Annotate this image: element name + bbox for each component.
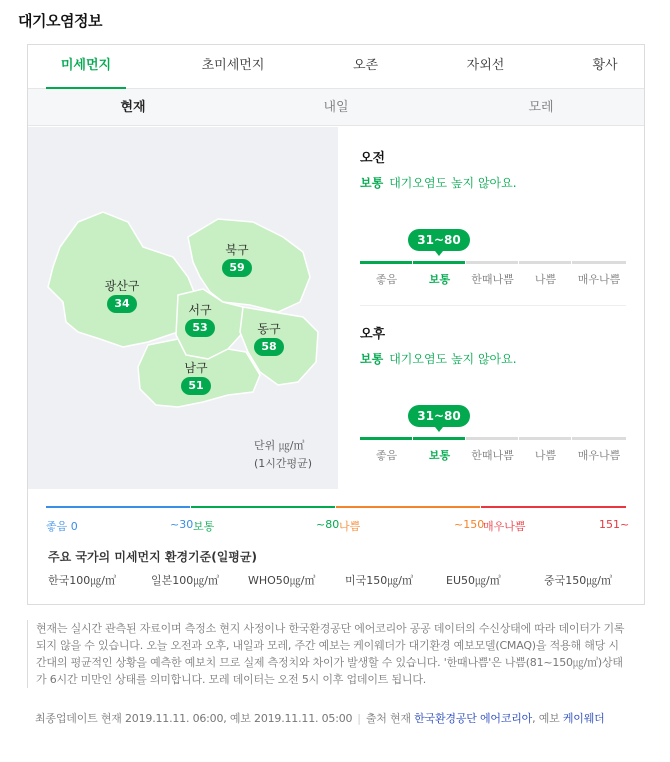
scale-label-bad: 나쁨 [534,449,557,462]
air-quality-panel [27,44,645,605]
standards-title: 주요 국가의 미세먼지 환경기준(일평균) [48,550,257,564]
forecast-period: 오후 [360,327,386,342]
scale-segment [572,437,626,440]
page-title: 대기오염정보 [18,12,102,30]
scale-label-temporarily-bad: 한때나쁨 [471,273,514,286]
pollutant-tabs [28,45,644,89]
forecast-scale [360,437,626,477]
forecast-divider [360,305,626,306]
scale-label-normal: 보통 [428,273,451,286]
tab-tomorrow[interactable]: 내일 [323,100,349,115]
legend-bad-max: ~150 [454,518,485,531]
tab-ozone[interactable]: 오존 [352,58,379,73]
legend-good-max: ~30 [170,518,194,531]
standard-eu: EU50㎍/㎥ [446,574,501,587]
district-name-nam: 남구 [184,361,208,375]
update-info: 최종업데이트 현재 2019.11.11. 06:00, 예보 2019.11.11. 05:00 | 출처 현재 한국환경공단 에어코리아, 예보 케이웨더 [35,712,605,725]
district-value-buk: 59 [222,259,252,277]
standard-usa: 미국150㎍/㎥ [345,574,413,587]
tab-fine-dust[interactable]: 미세먼지 [46,45,126,89]
forecast-message: 대기오염도 높지 않아요. [389,176,517,190]
unit-label: 단위 ㎍/㎥ [254,439,305,452]
forecast-status [360,350,626,367]
day-tabs [28,89,644,126]
district-value-seo: 53 [185,319,215,337]
source-kweather-link[interactable]: 케이웨더 [562,712,605,725]
district-name-dong: 동구 [257,322,281,336]
district-name-seo: 서구 [188,303,212,317]
legend-normal: 보통 [193,520,215,533]
district-name-gwangsan: 광산구 [104,279,140,293]
scale-label-temporarily-bad: 한때나쁨 [471,449,514,462]
legend-bad: 나쁨 [339,520,361,533]
scale-segment [519,261,571,264]
forecast-panel [338,127,644,489]
scale-segment [413,437,465,440]
scale-label-very-bad: 매우나쁨 [577,273,621,286]
scale-segment [360,261,412,264]
scale-label-bad: 나쁨 [534,273,557,286]
forecast-grade: 보통 [360,352,384,366]
scale-label-very-bad: 매우나쁨 [577,449,621,462]
source-mid: , 예보 [532,712,560,725]
tab-uv[interactable]: 자외선 [466,58,505,73]
district-value-gwangsan: 34 [107,295,137,313]
scale-segment [466,261,518,264]
source-prefix: 출처 현재 [365,712,411,725]
district-value-dong: 58 [254,338,284,356]
district-value-nam: 51 [181,377,211,395]
forecast-afternoon [360,323,626,462]
legend-bar-bad [336,506,480,508]
scale-segment [466,437,518,440]
scale-label-normal: 보통 [428,449,451,462]
tab-yellow-dust[interactable]: 황사 [592,58,618,73]
forecast-range-badge: 31~80 [408,405,470,427]
scale-segment [413,261,465,264]
legend-good: 좋음 0 [46,520,78,533]
forecast-grade: 보통 [360,176,384,190]
forecast-message: 대기오염도 높지 않아요. [389,352,517,366]
district-map [28,127,338,489]
tab-today[interactable]: 현재 [120,100,146,115]
unit-note: (1시간평균) [254,457,313,470]
legend-very-bad-min: 151~ [599,518,630,531]
forecast-scale [360,261,626,301]
district-name-buk: 북구 [225,243,249,257]
forecast-morning [360,147,626,286]
legend-bar-very-bad [481,506,626,508]
scale-label-good: 좋음 [375,273,398,286]
tab-day-after[interactable]: 모레 [528,100,554,115]
tab-ultrafine-dust[interactable]: 초미세먼지 [201,58,265,73]
source-airkorea-link[interactable]: 한국환경공단 에어코리아 [414,712,533,725]
data-notice: 현재는 실시간 관측된 자료이며 측정소 현지 사정이나 한국환경공단 에어코리아 공공 데이터의 수신상태에 따라 데이터가 기록되지 않을 수 있습니다. 오늘 오전과 오후, 내일과 모레, 주간 예보는 케이웨더가 대기환경 예보모델(CMAQ)을 적용해 해당 시간대의 평균적인 상황을 예측한 예보치 므로 실제 측정치와 차이가 발생할 수 있습니다. '한때나쁨'은 나쁨(81~150㎍/㎥)상태가 6시간 미만인 상태를 의미합니다. 모레 데이터는 오전 5시 이후 업데이트 됩니다. [27,620,627,688]
scale-segment [360,437,412,440]
legend-very-bad: 매우나쁨 [483,520,526,533]
scale-label-good: 좋음 [375,449,398,462]
grade-legend [46,506,630,546]
last-updated: 최종업데이트 현재 2019.11.11. 06:00, 예보 2019.11.11. 05:00 [35,712,353,725]
legend-bar-normal [191,506,335,508]
standard-korea: 한국100㎍/㎥ [48,574,116,587]
forecast-period: 오전 [360,151,386,166]
legend-bar-good [46,506,190,508]
standard-china: 중국150㎍/㎥ [544,574,612,587]
standard-japan: 일본100㎍/㎥ [151,574,219,587]
forecast-status [360,174,626,191]
scale-segment [519,437,571,440]
forecast-range-badge: 31~80 [408,229,470,251]
legend-normal-max: ~80 [316,518,340,531]
standard-who: WHO50㎍/㎥ [248,574,316,587]
scale-segment [572,261,626,264]
